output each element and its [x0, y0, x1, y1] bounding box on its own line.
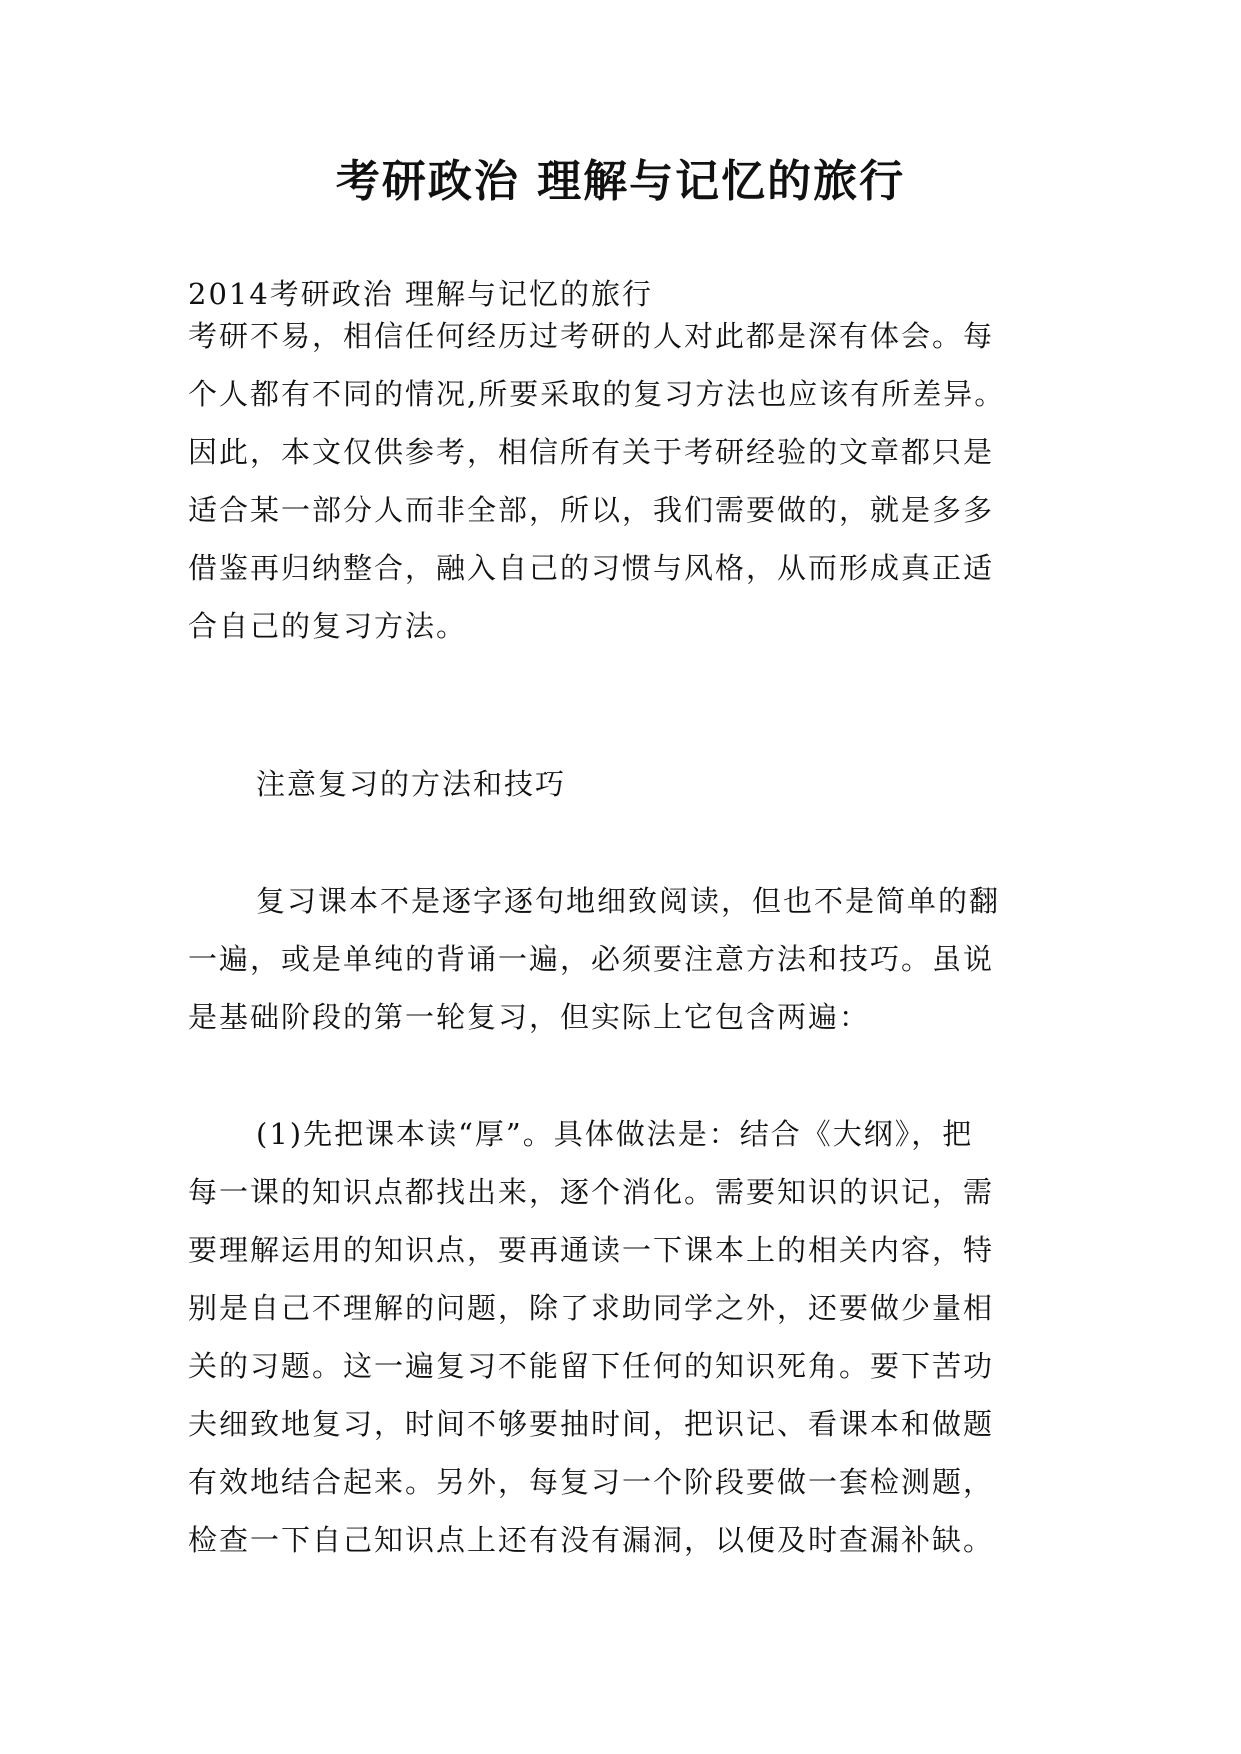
paragraph-line: 每一课的知识点都找出来，逐个消化。需要知识的识记，需 [188, 1175, 995, 1209]
paragraph-line: 一遍，或是单纯的背诵一遍，必须要注意方法和技巧。虽说 [188, 942, 995, 976]
paragraph-line: 检查一下自己知识点上还有没有漏洞，以便及时查漏补缺。 [188, 1523, 995, 1557]
subtitle-line: 2014考研政治 理解与记忆的旅行 [188, 277, 654, 311]
section-heading-text: 注意复习的方法和技巧 [256, 767, 567, 801]
paragraph-line: 夫细致地复习，时间不够要抽时间，把识记、看课本和做题 [188, 1407, 995, 1441]
document-title: 考研政治 理解与记忆的旅行 [335, 156, 906, 207]
paragraph-line: 别是自己不理解的问题，除了求助同学之外，还要做少量相 [188, 1291, 995, 1325]
paragraph-line: 借鉴再归纳整合，融入自己的习惯与风格，从而形成真正适 [188, 551, 995, 585]
intro-paragraph [188, 307, 1068, 655]
paragraph-line: 合自己的复习方法。 [188, 609, 468, 643]
paragraph-line: 因此，本文仅供参考，相信所有关于考研经验的文章都只是 [188, 435, 995, 469]
section-heading [188, 755, 1068, 813]
paragraph-line: 适合某一部分人而非全部，所以，我们需要做的，就是多多 [188, 493, 995, 527]
paragraph-2 [188, 872, 1068, 1046]
paragraph-line: 有效地结合起来。另外，每复习一个阶段要做一套检测题， [188, 1465, 995, 1499]
paragraph-line: 关的习题。这一遍复习不能留下任何的知识死角。要下苦功 [188, 1349, 995, 1383]
paragraph-line: 考研不易，相信任何经历过考研的人对此都是深有体会。每 [188, 319, 995, 353]
paragraph-line: 要理解运用的知识点，要再通读一下课本上的相关内容，特 [188, 1233, 995, 1267]
paragraph-line: (1)先把课本读“厚”。具体做法是：结合《大纲》，把 [256, 1117, 974, 1151]
paragraph-line: 个人都有不同的情况,所要采取的复习方法也应该有所差异。 [188, 377, 1006, 411]
paragraph-line: 复习课本不是逐字逐句地细致阅读，但也不是简单的翻 [256, 884, 1001, 918]
paragraph-3 [188, 1105, 1068, 1569]
paragraph-line: 是基础阶段的第一轮复习，但实际上它包含两遍： [188, 1000, 871, 1034]
